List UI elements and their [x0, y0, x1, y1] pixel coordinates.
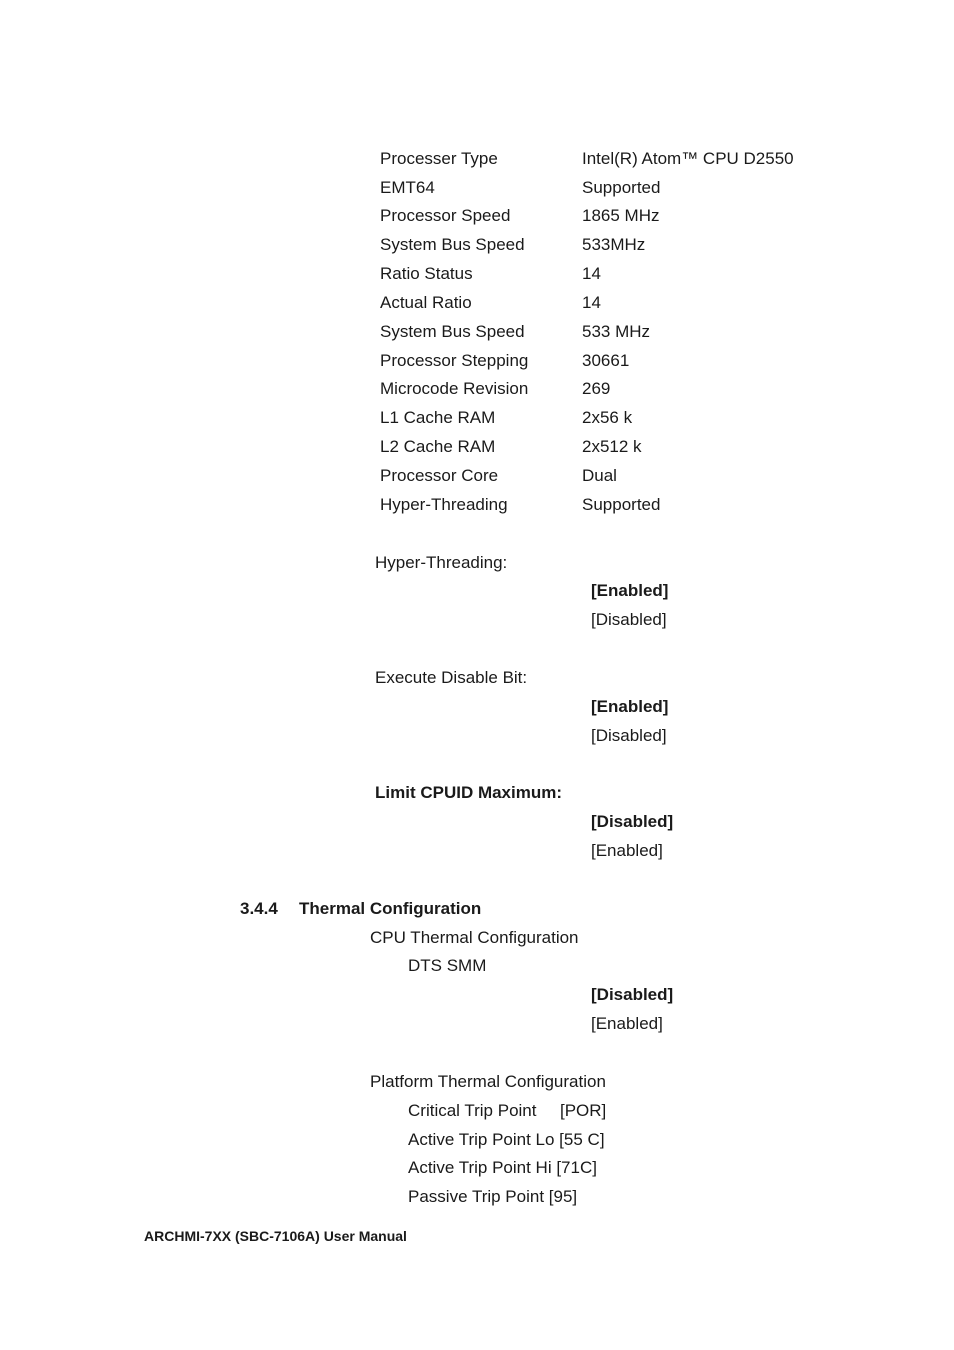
info-value: 1865 MHz — [582, 206, 660, 225]
hyper-threading-selected: [Enabled] — [591, 581, 669, 600]
info-value: 14 — [582, 264, 601, 283]
info-label: Ratio Status — [380, 264, 473, 283]
info-label: System Bus Speed — [380, 322, 525, 341]
info-label: Processor Speed — [380, 206, 511, 225]
limit-cpuid-alt: [Enabled] — [591, 841, 663, 860]
info-value: Dual — [582, 466, 617, 485]
execute-disable-selected: [Enabled] — [591, 697, 669, 716]
info-label: Microcode Revision — [380, 379, 529, 398]
dts-smm-selected: [Disabled] — [591, 985, 674, 1004]
info-label: L2 Cache RAM — [380, 437, 496, 456]
limit-cpuid-selected: [Disabled] — [591, 812, 674, 831]
info-label: EMT64 — [380, 178, 435, 197]
execute-disable-label: Execute Disable Bit: — [375, 668, 528, 687]
hyper-threading-alt: [Disabled] — [591, 610, 667, 629]
cpu-thermal-label: CPU Thermal Configuration — [370, 928, 579, 947]
critical-trip-label: Critical Trip Point — [408, 1101, 537, 1120]
info-value: Supported — [582, 495, 661, 514]
info-value: 30661 — [582, 351, 630, 370]
info-value: 2x512 k — [582, 437, 642, 456]
info-label: Processor Core — [380, 466, 499, 485]
page-footer: ARCHMI-7XX (SBC-7106A) User Manual — [144, 1228, 407, 1244]
info-label: Actual Ratio — [380, 293, 472, 312]
info-value: Intel(R) Atom™ CPU D2550 — [582, 149, 794, 168]
info-value: 14 — [582, 293, 601, 312]
section-title: Thermal Configuration — [299, 899, 482, 918]
info-label: L1 Cache RAM — [380, 408, 496, 427]
section-number: 3.4.4 — [240, 899, 278, 918]
info-value: 269 — [582, 379, 611, 398]
dts-smm-label: DTS SMM — [408, 956, 487, 975]
passive-trip: Passive Trip Point [95] — [408, 1187, 578, 1206]
active-trip-hi: Active Trip Point Hi [71C] — [408, 1158, 597, 1177]
platform-thermal-label: Platform Thermal Configuration — [370, 1072, 606, 1091]
hyper-threading-label: Hyper-Threading: — [375, 553, 508, 572]
execute-disable-alt: [Disabled] — [591, 726, 667, 745]
info-value: 2x56 k — [582, 408, 633, 427]
dts-smm-alt: [Enabled] — [591, 1014, 663, 1033]
info-label: Processer Type — [380, 149, 498, 168]
critical-trip-value: [POR] — [560, 1101, 607, 1120]
limit-cpuid-label: Limit CPUID Maximum: — [375, 783, 563, 802]
info-label: System Bus Speed — [380, 235, 525, 254]
info-value: Supported — [582, 178, 661, 197]
info-value: 533 MHz — [582, 322, 651, 341]
info-label: Processor Stepping — [380, 351, 529, 370]
active-trip-lo: Active Trip Point Lo [55 C] — [408, 1130, 605, 1149]
info-label: Hyper-Threading — [380, 495, 508, 514]
info-value: 533MHz — [582, 235, 646, 254]
